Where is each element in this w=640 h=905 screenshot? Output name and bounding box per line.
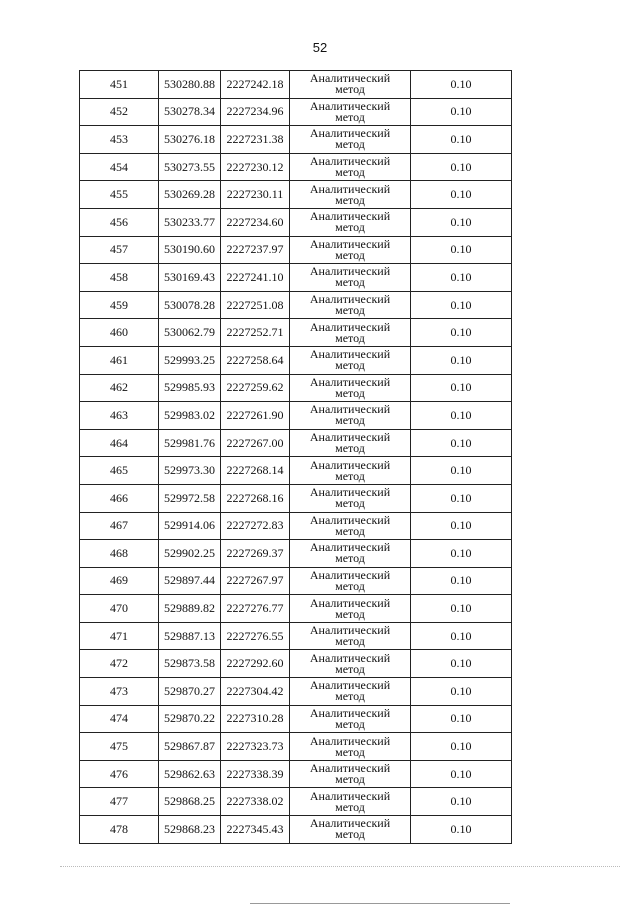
method-line-1: Аналитический xyxy=(309,761,391,776)
method-line-1: Аналитический xyxy=(309,705,391,720)
point-number-cell: 460 xyxy=(80,319,159,347)
method-cell xyxy=(290,512,411,540)
table-row xyxy=(80,402,512,430)
method-cell xyxy=(290,650,411,678)
x-coordinate-cell: 529873.58 xyxy=(159,650,221,678)
method-cell xyxy=(290,484,411,512)
x-coordinate-cell: 529897.44 xyxy=(159,567,221,595)
accuracy-cell: 0.10 xyxy=(411,678,512,706)
method-line-2: метод xyxy=(335,137,365,152)
method-line-2: метод xyxy=(335,468,365,483)
method-cell xyxy=(290,374,411,402)
method-line-2: метод xyxy=(335,220,365,235)
table-row xyxy=(80,595,512,623)
y-coordinate-cell: 2227231.38 xyxy=(221,126,290,154)
method-line-2: метод xyxy=(335,303,365,318)
x-coordinate-cell: 530273.55 xyxy=(159,153,221,181)
method-line-2: метод xyxy=(335,275,365,290)
x-coordinate-cell: 529985.93 xyxy=(159,374,221,402)
method-cell xyxy=(290,153,411,181)
method-line-1: Аналитический xyxy=(309,650,391,665)
y-coordinate-cell: 2227292.60 xyxy=(221,650,290,678)
accuracy-cell: 0.10 xyxy=(411,181,512,209)
table-row xyxy=(80,264,512,292)
method-line-2: метод xyxy=(335,165,365,180)
method-line-1: Аналитический xyxy=(309,181,391,196)
method-line-2: метод xyxy=(335,385,365,400)
method-cell xyxy=(290,622,411,650)
table-row xyxy=(80,374,512,402)
table-row xyxy=(80,567,512,595)
method-line-2: метод xyxy=(335,606,365,621)
point-number-cell: 470 xyxy=(80,595,159,623)
method-line-2: метод xyxy=(335,247,365,262)
table-row xyxy=(80,291,512,319)
accuracy-cell: 0.10 xyxy=(411,595,512,623)
method-cell xyxy=(290,402,411,430)
method-cell xyxy=(290,236,411,264)
table-row xyxy=(80,236,512,264)
table-row xyxy=(80,484,512,512)
accuracy-cell: 0.10 xyxy=(411,236,512,264)
table-row xyxy=(80,126,512,154)
accuracy-cell: 0.10 xyxy=(411,622,512,650)
x-coordinate-cell: 529889.82 xyxy=(159,595,221,623)
method-cell xyxy=(290,208,411,236)
accuracy-cell: 0.10 xyxy=(411,126,512,154)
accuracy-cell: 0.10 xyxy=(411,346,512,374)
x-coordinate-cell: 529867.87 xyxy=(159,733,221,761)
method-line-1: Аналитический xyxy=(309,567,391,582)
method-line-2: метод xyxy=(335,109,365,124)
method-line-2: метод xyxy=(335,192,365,207)
point-number-cell: 477 xyxy=(80,788,159,816)
method-cell xyxy=(290,733,411,761)
point-number-cell: 474 xyxy=(80,705,159,733)
method-line-1: Аналитический xyxy=(309,623,391,638)
point-number-cell: 463 xyxy=(80,402,159,430)
method-line-2: метод xyxy=(335,330,365,345)
table-row xyxy=(80,760,512,788)
method-line-1: Аналитический xyxy=(309,485,391,500)
y-coordinate-cell: 2227267.97 xyxy=(221,567,290,595)
method-line-1: Аналитический xyxy=(309,347,391,362)
x-coordinate-cell: 529972.58 xyxy=(159,484,221,512)
method-cell xyxy=(290,540,411,568)
method-cell xyxy=(290,595,411,623)
point-number-cell: 453 xyxy=(80,126,159,154)
accuracy-cell: 0.10 xyxy=(411,540,512,568)
table-row xyxy=(80,733,512,761)
y-coordinate-cell: 2227230.11 xyxy=(221,181,290,209)
table-row xyxy=(80,457,512,485)
coordinates-table xyxy=(79,70,512,844)
point-number-cell: 457 xyxy=(80,236,159,264)
point-number-cell: 452 xyxy=(80,98,159,126)
method-line-2: метод xyxy=(335,689,365,704)
method-line-2: метод xyxy=(335,772,365,787)
table-row xyxy=(80,208,512,236)
method-line-1: Аналитический xyxy=(309,540,391,555)
y-coordinate-cell: 2227269.37 xyxy=(221,540,290,568)
method-line-1: Аналитический xyxy=(309,292,391,307)
method-cell xyxy=(290,705,411,733)
y-coordinate-cell: 2227258.64 xyxy=(221,346,290,374)
y-coordinate-cell: 2227338.39 xyxy=(221,760,290,788)
y-coordinate-cell: 2227310.28 xyxy=(221,705,290,733)
method-line-1: Аналитический xyxy=(309,430,391,445)
x-coordinate-cell: 529993.25 xyxy=(159,346,221,374)
x-coordinate-cell: 529868.23 xyxy=(159,816,221,844)
table-row xyxy=(80,153,512,181)
method-cell xyxy=(290,788,411,816)
point-number-cell: 458 xyxy=(80,264,159,292)
y-coordinate-cell: 2227304.42 xyxy=(221,678,290,706)
x-coordinate-cell: 530062.79 xyxy=(159,319,221,347)
method-cell xyxy=(290,346,411,374)
method-line-1: Аналитический xyxy=(309,788,391,803)
method-line-1: Аналитический xyxy=(309,733,391,748)
scan-artifact-dots xyxy=(60,866,620,869)
y-coordinate-cell: 2227338.02 xyxy=(221,788,290,816)
coordinates-table-body xyxy=(80,71,512,844)
method-line-2: метод xyxy=(335,634,365,649)
x-coordinate-cell: 529981.76 xyxy=(159,429,221,457)
accuracy-cell: 0.10 xyxy=(411,484,512,512)
x-coordinate-cell: 530280.88 xyxy=(159,71,221,99)
x-coordinate-cell: 529868.25 xyxy=(159,788,221,816)
point-number-cell: 462 xyxy=(80,374,159,402)
point-number-cell: 468 xyxy=(80,540,159,568)
accuracy-cell: 0.10 xyxy=(411,291,512,319)
method-line-1: Аналитический xyxy=(309,98,391,113)
method-line-2: метод xyxy=(335,358,365,373)
method-line-2: метод xyxy=(335,578,365,593)
method-line-1: Аналитический xyxy=(309,457,391,472)
method-line-1: Аналитический xyxy=(309,402,391,417)
y-coordinate-cell: 2227234.60 xyxy=(221,208,290,236)
accuracy-cell: 0.10 xyxy=(411,402,512,430)
accuracy-cell: 0.10 xyxy=(411,208,512,236)
table-row xyxy=(80,429,512,457)
y-coordinate-cell: 2227230.12 xyxy=(221,153,290,181)
method-cell xyxy=(290,429,411,457)
point-number-cell: 478 xyxy=(80,816,159,844)
method-line-2: метод xyxy=(335,716,365,731)
point-number-cell: 475 xyxy=(80,733,159,761)
y-coordinate-cell: 2227251.08 xyxy=(221,291,290,319)
method-line-1: Аналитический xyxy=(309,71,391,86)
accuracy-cell: 0.10 xyxy=(411,264,512,292)
table-row xyxy=(80,319,512,347)
y-coordinate-cell: 2227268.16 xyxy=(221,484,290,512)
table-row xyxy=(80,98,512,126)
method-line-2: метод xyxy=(335,441,365,456)
x-coordinate-cell: 530190.60 xyxy=(159,236,221,264)
method-line-1: Аналитический xyxy=(309,236,391,251)
accuracy-cell: 0.10 xyxy=(411,705,512,733)
method-line-1: Аналитический xyxy=(309,374,391,389)
x-coordinate-cell: 529973.30 xyxy=(159,457,221,485)
accuracy-cell: 0.10 xyxy=(411,153,512,181)
x-coordinate-cell: 529887.13 xyxy=(159,622,221,650)
y-coordinate-cell: 2227276.55 xyxy=(221,622,290,650)
table-row xyxy=(80,788,512,816)
x-coordinate-cell: 530276.18 xyxy=(159,126,221,154)
point-number-cell: 469 xyxy=(80,567,159,595)
x-coordinate-cell: 530078.28 xyxy=(159,291,221,319)
method-line-2: метод xyxy=(335,799,365,814)
y-coordinate-cell: 2227237.97 xyxy=(221,236,290,264)
page-number: 52 xyxy=(312,40,328,55)
point-number-cell: 467 xyxy=(80,512,159,540)
y-coordinate-cell: 2227323.73 xyxy=(221,733,290,761)
point-number-cell: 456 xyxy=(80,208,159,236)
point-number-cell: 455 xyxy=(80,181,159,209)
method-cell xyxy=(290,181,411,209)
table-row xyxy=(80,678,512,706)
method-line-1: Аналитический xyxy=(309,319,391,334)
y-coordinate-cell: 2227252.71 xyxy=(221,319,290,347)
method-line-2: метод xyxy=(335,661,365,676)
scan-artifact-line xyxy=(250,903,510,904)
y-coordinate-cell: 2227242.18 xyxy=(221,71,290,99)
table-row xyxy=(80,512,512,540)
accuracy-cell: 0.10 xyxy=(411,567,512,595)
method-line-1: Аналитический xyxy=(309,512,391,527)
table-row xyxy=(80,346,512,374)
accuracy-cell: 0.10 xyxy=(411,788,512,816)
point-number-cell: 465 xyxy=(80,457,159,485)
method-line-1: Аналитический xyxy=(309,209,391,224)
point-number-cell: 459 xyxy=(80,291,159,319)
accuracy-cell: 0.10 xyxy=(411,319,512,347)
y-coordinate-cell: 2227267.00 xyxy=(221,429,290,457)
accuracy-cell: 0.10 xyxy=(411,71,512,99)
table-row xyxy=(80,705,512,733)
method-cell xyxy=(290,567,411,595)
point-number-cell: 466 xyxy=(80,484,159,512)
point-number-cell: 464 xyxy=(80,429,159,457)
accuracy-cell: 0.10 xyxy=(411,816,512,844)
point-number-cell: 454 xyxy=(80,153,159,181)
accuracy-cell: 0.10 xyxy=(411,650,512,678)
accuracy-cell: 0.10 xyxy=(411,733,512,761)
table-row xyxy=(80,181,512,209)
y-coordinate-cell: 2227241.10 xyxy=(221,264,290,292)
point-number-cell: 472 xyxy=(80,650,159,678)
method-line-1: Аналитический xyxy=(309,678,391,693)
accuracy-cell: 0.10 xyxy=(411,760,512,788)
x-coordinate-cell: 530278.34 xyxy=(159,98,221,126)
accuracy-cell: 0.10 xyxy=(411,98,512,126)
point-number-cell: 473 xyxy=(80,678,159,706)
x-coordinate-cell: 529983.02 xyxy=(159,402,221,430)
method-line-2: метод xyxy=(335,744,365,759)
table-row xyxy=(80,816,512,844)
x-coordinate-cell: 529914.06 xyxy=(159,512,221,540)
y-coordinate-cell: 2227272.83 xyxy=(221,512,290,540)
method-line-2: метод xyxy=(335,827,365,842)
x-coordinate-cell: 529870.22 xyxy=(159,705,221,733)
method-line-2: метод xyxy=(335,496,365,511)
method-line-1: Аналитический xyxy=(309,126,391,141)
point-number-cell: 451 xyxy=(80,71,159,99)
method-cell xyxy=(290,98,411,126)
method-cell xyxy=(290,264,411,292)
x-coordinate-cell: 530233.77 xyxy=(159,208,221,236)
method-line-1: Аналитический xyxy=(309,595,391,610)
y-coordinate-cell: 2227259.62 xyxy=(221,374,290,402)
accuracy-cell: 0.10 xyxy=(411,374,512,402)
table-row xyxy=(80,622,512,650)
method-line-2: метод xyxy=(335,523,365,538)
table-row xyxy=(80,650,512,678)
method-cell xyxy=(290,126,411,154)
x-coordinate-cell: 530269.28 xyxy=(159,181,221,209)
method-line-1: Аналитический xyxy=(309,154,391,169)
method-cell xyxy=(290,678,411,706)
method-cell xyxy=(290,760,411,788)
method-cell xyxy=(290,457,411,485)
x-coordinate-cell: 529902.25 xyxy=(159,540,221,568)
method-cell xyxy=(290,319,411,347)
method-line-1: Аналитический xyxy=(309,264,391,279)
method-cell xyxy=(290,291,411,319)
method-cell xyxy=(290,816,411,844)
accuracy-cell: 0.10 xyxy=(411,429,512,457)
method-line-2: метод xyxy=(335,551,365,566)
point-number-cell: 471 xyxy=(80,622,159,650)
accuracy-cell: 0.10 xyxy=(411,512,512,540)
x-coordinate-cell: 529862.63 xyxy=(159,760,221,788)
y-coordinate-cell: 2227345.43 xyxy=(221,816,290,844)
point-number-cell: 476 xyxy=(80,760,159,788)
method-line-1: Аналитический xyxy=(309,816,391,831)
method-line-2: метод xyxy=(335,82,365,97)
y-coordinate-cell: 2227234.96 xyxy=(221,98,290,126)
table-row xyxy=(80,540,512,568)
x-coordinate-cell: 530169.43 xyxy=(159,264,221,292)
table-row xyxy=(80,71,512,99)
y-coordinate-cell: 2227268.14 xyxy=(221,457,290,485)
x-coordinate-cell: 529870.27 xyxy=(159,678,221,706)
method-cell xyxy=(290,71,411,99)
y-coordinate-cell: 2227261.90 xyxy=(221,402,290,430)
y-coordinate-cell: 2227276.77 xyxy=(221,595,290,623)
point-number-cell: 461 xyxy=(80,346,159,374)
method-line-2: метод xyxy=(335,413,365,428)
accuracy-cell: 0.10 xyxy=(411,457,512,485)
